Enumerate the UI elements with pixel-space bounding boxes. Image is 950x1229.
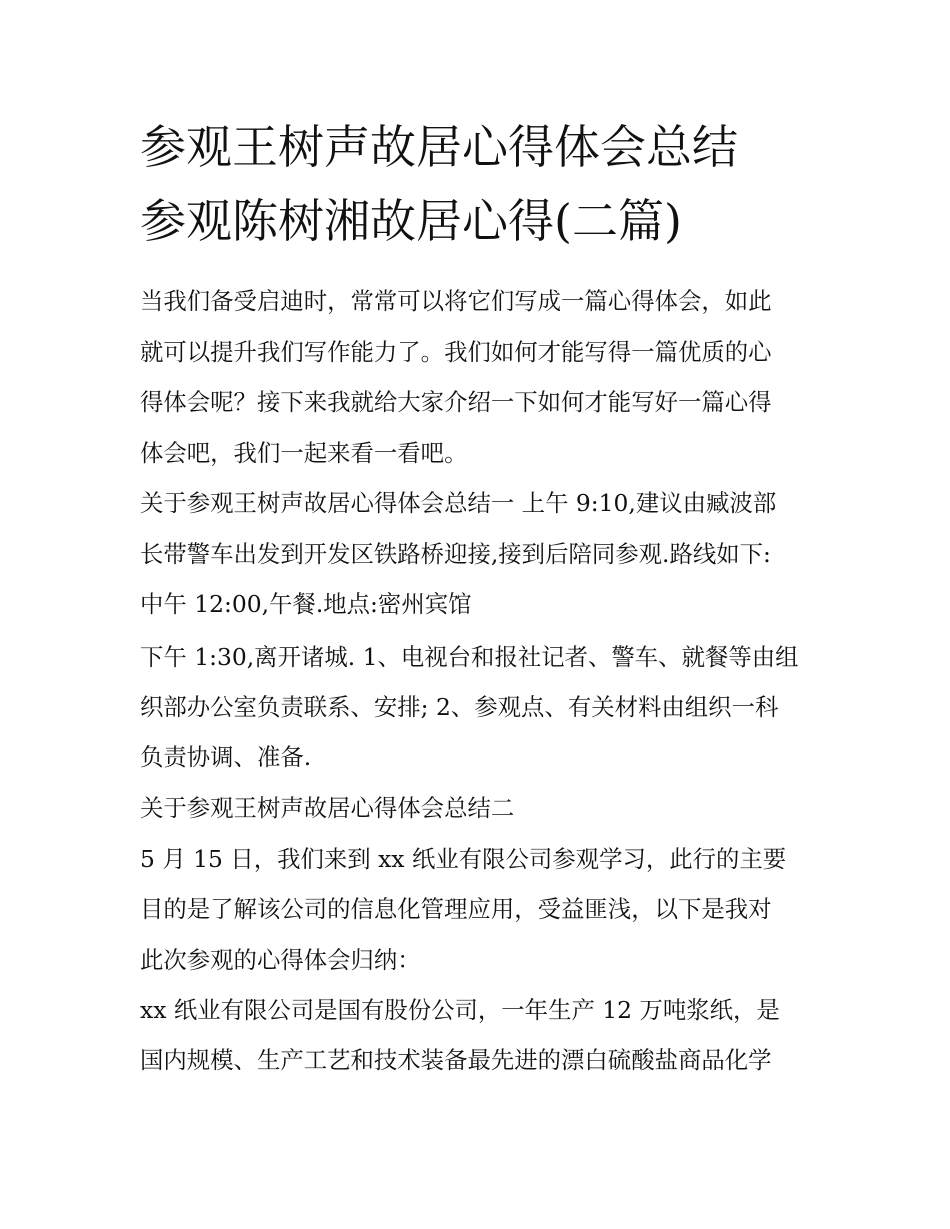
body-line-5: 关于参观王树声故居心得体会总结一 上午 9:10,建议由臧波部 bbox=[140, 489, 777, 517]
body-line-15: xx 纸业有限公司是国有股份公司，一年生产 12 万吨浆纸，是 bbox=[140, 996, 780, 1024]
body-line-8: 下午 1:30,离开诸城. 1、电视台和报社记者、警车、就餐等由组 bbox=[140, 643, 799, 671]
body-line-10: 负责协调、准备. bbox=[140, 743, 312, 771]
body-line-1: 当我们备受启迪时，常常可以将它们写成一篇心得体会，如此 bbox=[140, 287, 772, 315]
body-line-12: 5 月 15 日，我们来到 xx 纸业有限公司参观学习，此行的主要 bbox=[140, 845, 787, 873]
document-title-line-1: 参观王树声故居心得体会总结 bbox=[140, 120, 738, 174]
body-line-6: 长带警车出发到开发区铁路桥迎接,接到后陪同参观.路线如下: bbox=[140, 540, 771, 568]
body-line-13: 目的是了解该公司的信息化管理应用，受益匪浅，以下是我对 bbox=[140, 895, 772, 923]
body-line-16: 国内规模、生产工艺和技术装备最先进的漂白硫酸盐商品化学 bbox=[140, 1046, 772, 1074]
body-line-14: 此次参观的心得体会归纳： bbox=[140, 946, 421, 974]
body-line-11: 关于参观王树声故居心得体会总结二 bbox=[140, 794, 515, 822]
body-line-9: 织部办公室负责联系、安排; 2、参观点、有关材料由组织一科 bbox=[140, 693, 779, 721]
body-line-4: 体会吧，我们一起来看一看吧。 bbox=[140, 439, 468, 467]
document-title-line-2: 参观陈树湘故居心得(二篇) bbox=[140, 194, 682, 248]
body-line-7: 中午 12:00,午餐.地点:密州宾馆 bbox=[140, 590, 472, 618]
body-line-3: 得体会呢？接下来我就给大家介绍一下如何才能写好一篇心得 bbox=[140, 388, 772, 416]
body-line-2: 就可以提升我们写作能力了。我们如何才能写得一篇优质的心 bbox=[140, 338, 772, 366]
